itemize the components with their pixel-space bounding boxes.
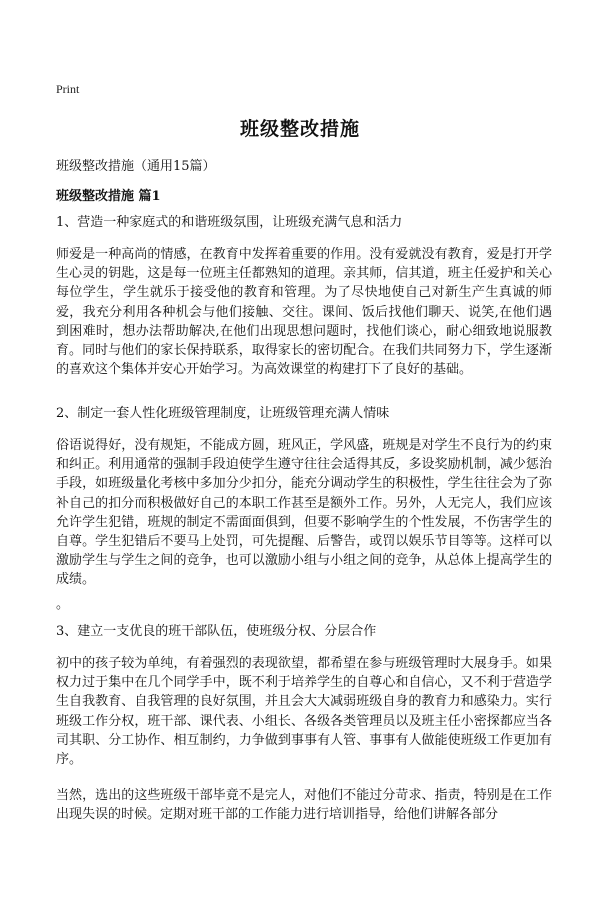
section-4-body: 当然，选出的这些班级干部毕竟不是完人，对他们不能过分苛求、指责，特别是在工作出现失误的时候。定期对班干部的工作能力进行培训指导，给他们讲解各部分 bbox=[56, 788, 552, 823]
section-3-heading: 3、建立一支优良的班干部队伍，使班级分权、分层合作 bbox=[56, 624, 377, 639]
section-1-body: 师爱是一种高尚的情感，在教育中发挥着重要的作用。没有爱就没有教育，爱是打开学生心灵的钥匙，这是每一位班主任都熟知的道理。亲其师，信其道，班主任爱护和关心每位学生，学生就乐于接受他的教育和管理。为了尽快地使自己对新生产生真诚的师爱，我充分利用各种机会与他们接触、交往。课间、饭后找他们聊天、说笑,在他们遇到困难时，想办法帮助解决,在他们出现思想问题时，找他们谈心，耐心细致地说服教育。同时与他们的家长保持联系，取得家长的密切配合。在我们共同努力下，学生逐渐的喜欢这个集体并安心开始学习。为高效课堂的构建打下了良好的基础。 bbox=[56, 247, 552, 378]
section-2-heading: 2、制定一套人性化班级管理制度，让班级管理充满人情味 bbox=[56, 406, 390, 421]
document-subtitle: 班级整改措施（通用15篇） bbox=[56, 159, 216, 174]
article-heading: 班级整改措施 篇1 bbox=[56, 189, 161, 204]
section-separator: 。 bbox=[56, 597, 70, 612]
section-3-body: 初中的孩子较为单纯，有着强烈的表现欲望，都希望在参与班级管理时大展身手。如果权力过于集中在几个同学手中，既不利于培养学生的自尊心和自信心，又不利于营造学生自我教育、自我管理的良好氛围，并且会大大减弱班级自身的教育力和感染力。实行班级工作分权，班干部、课代表、小组长、各级各类管理员以及班主任小密探都应当各司其职、分工协作、相互制约，力争做到事事有人管、事事有人做能使班级工作更加有序。 bbox=[56, 656, 552, 768]
section-1-heading: 1、营造一种家庭式的和谐班级氛围，让班级充满气息和活力 bbox=[56, 215, 403, 230]
section-2-body: 俗语说得好，没有规矩，不能成方圆，班风正，学风盛，班规是对学生不良行为的约束和纠正。利用通常的强制手段迫使学生遵守往往会适得其反，多设奖励机制，减少惩治手段，如班级量化考核中多加分少扣分，能充分调动学生的积极性，学生往往会为了弥补自己的扣分而积极做好自己的本职工作甚至是额外工作。另外，人无完人，我们应该允许学生犯错，班规的制定不需面面俱到，但要不影响学生的个性发展，不伤害学生的自尊。学生犯错后不要马上处罚，可先提醒、后警告，或罚以娱乐节目等等。这样可以激励学生与学生之间的竞争，也可以激励小组与小组之间的竞争，从总体上提高学生的成绩。 bbox=[56, 438, 552, 588]
print-label[interactable]: Print bbox=[56, 82, 80, 96]
page-title: 班级整改措施 bbox=[239, 118, 360, 140]
